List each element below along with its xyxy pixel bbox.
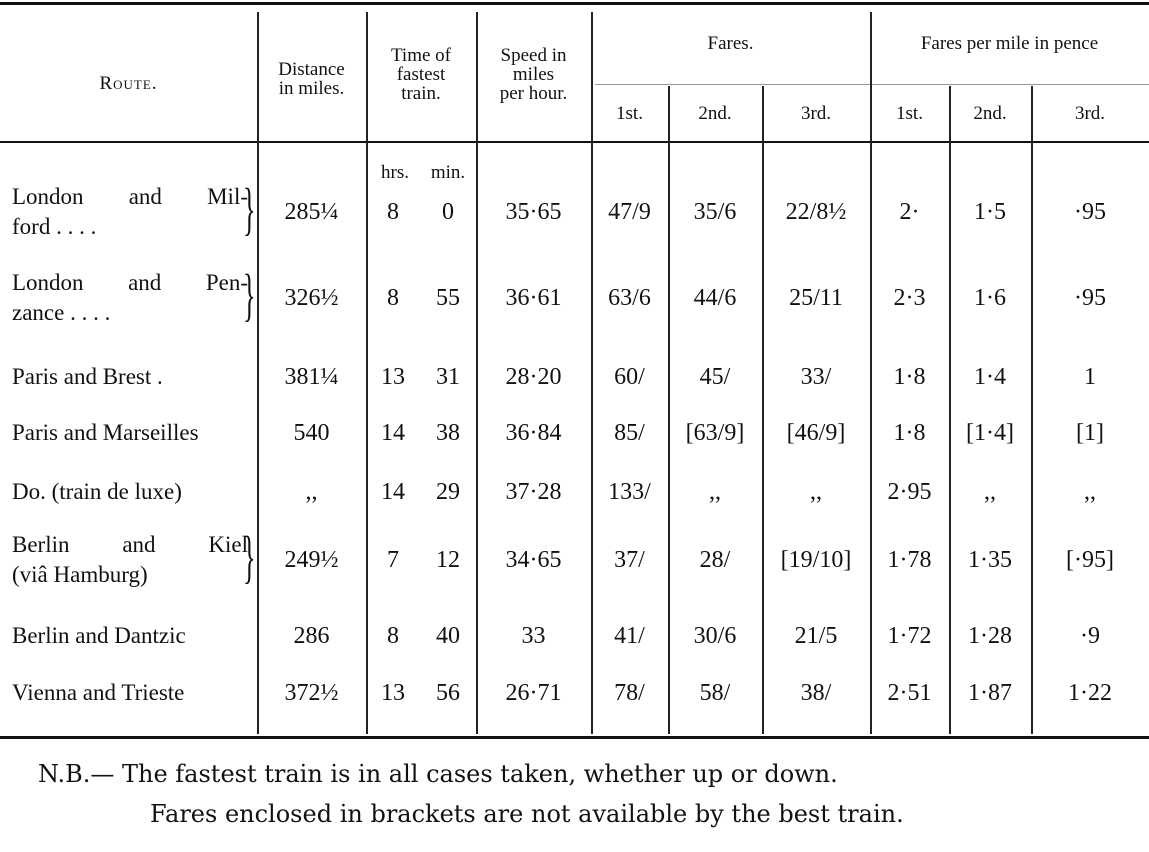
time-header (366, 46, 476, 103)
cell-f3: ,, (810, 479, 822, 505)
cell-p3: ·9 (1080, 623, 1100, 649)
speed-header-line: miles (512, 64, 555, 85)
fares-1st-header: 1st. (616, 103, 643, 124)
speed-header (476, 46, 591, 103)
cell-p1: 1·8 (893, 364, 926, 390)
cell-f1: 37/ (614, 547, 645, 573)
cell-min: 29 (436, 479, 460, 505)
cell-f1: 85/ (614, 420, 645, 446)
fares-subheader-rule (595, 84, 872, 85)
cell-hrs: 14 (381, 479, 405, 505)
cell-speed: 37·28 (505, 479, 562, 505)
cell-hrs: 8 (387, 285, 399, 311)
cell-p3: 1·22 (1068, 680, 1112, 706)
cell-p1: 2·95 (887, 479, 932, 505)
cell-p1: 2· (899, 199, 920, 225)
route-line: (viâ Hamburg) (12, 562, 148, 587)
cell-speed: 34·65 (505, 547, 562, 573)
time-header-line: fastest (396, 64, 446, 85)
cell-speed: 36·61 (505, 285, 562, 311)
cell-p3: ·95 (1074, 285, 1106, 311)
cell-f3: 21/5 (794, 623, 838, 649)
footnote-line-2: Fares enclosed in brackets are not available by the best train. (150, 800, 904, 828)
cell-min: 12 (436, 547, 460, 573)
route-line: Do. (train de luxe) (12, 479, 182, 504)
route-line: zance . . . . (12, 300, 111, 325)
cell-f3: 38/ (800, 680, 832, 706)
cell-dist: 326½ (284, 285, 339, 311)
cell-f2: 35/6 (693, 199, 737, 225)
cell-f2: [63/9] (685, 420, 745, 446)
cell-dist: 372½ (284, 680, 339, 706)
cell-f3: [46/9] (786, 420, 846, 446)
route-cell (12, 477, 182, 507)
cell-p1: 2·3 (893, 285, 926, 311)
cell-min: 40 (436, 623, 460, 649)
cell-p1: 1·72 (887, 623, 932, 649)
cell-hrs: 14 (381, 420, 405, 446)
per-mile-1st-header: 1st. (896, 103, 923, 124)
per-mile-3rd-header: 3rd. (1074, 103, 1106, 124)
time-header-line: train. (401, 83, 441, 104)
cell-p2: 1·87 (968, 680, 1012, 706)
cell-min: 56 (436, 680, 460, 706)
cell-p3: ,, (1084, 479, 1096, 505)
cell-min: 38 (436, 420, 460, 446)
route-line: Paris and Marseilles (12, 420, 199, 445)
cell-f1: 47/9 (608, 199, 651, 225)
speed-header-line: per hour. (499, 83, 568, 104)
cell-hrs: 13 (381, 364, 405, 390)
distance-header-line: in miles. (278, 78, 345, 99)
route-line: Berlin and Kiel (12, 532, 248, 557)
brace-mark: } (243, 524, 256, 589)
cell-hrs: 7 (387, 547, 399, 573)
fares-3rd-header: 3rd. (800, 103, 832, 124)
route-cell (12, 621, 186, 651)
distance-header (257, 60, 366, 98)
cell-speed: 28·20 (505, 364, 562, 390)
cell-min: 55 (436, 285, 460, 311)
cell-f3: 33/ (800, 364, 832, 390)
cell-f2: 28/ (699, 547, 731, 573)
cell-dist: 540 (293, 420, 330, 446)
bottom-rule (0, 736, 1149, 739)
fares-2nd-header: 2nd. (698, 103, 732, 124)
route-cell (12, 418, 199, 448)
brace-mark: } (243, 262, 256, 327)
cell-p1: 1·78 (887, 547, 932, 573)
header-rule (0, 141, 1149, 143)
cell-p3: [·95] (1066, 547, 1114, 573)
route-cell (12, 268, 248, 328)
cell-p2: 1·6 (974, 285, 1006, 311)
cell-f3: [19/10] (780, 547, 852, 573)
cell-f2: ,, (709, 479, 721, 505)
cell-p3: ·95 (1074, 199, 1106, 225)
cell-dist: 286 (293, 623, 330, 649)
route-cell (12, 678, 184, 708)
top-rule (0, 2, 1149, 5)
cell-dist: 285¼ (284, 199, 339, 225)
cell-dist: 381¼ (284, 364, 339, 390)
cell-p3: [1] (1076, 420, 1104, 446)
route-header: Route. (99, 73, 158, 94)
cell-hrs: 13 (381, 680, 405, 706)
cell-p3: 1 (1084, 364, 1096, 390)
cell-dist: ,, (305, 479, 318, 505)
per-mile-subheader-rule (872, 84, 1149, 85)
cell-p1: 1·8 (893, 420, 926, 446)
cell-speed: 33 (521, 623, 546, 649)
route-line: Vienna and Trieste (12, 680, 185, 705)
per-mile-2nd-header: 2nd. (973, 103, 1007, 124)
cell-p2: [1·4] (966, 420, 1014, 446)
cell-p2: 1·4 (974, 364, 1006, 390)
cell-min: 0 (442, 199, 454, 225)
fares-per-mile-header: Fares per mile in pence (920, 33, 1099, 54)
cell-f1: 63/6 (608, 285, 651, 311)
cell-f1: 133/ (608, 479, 651, 505)
cell-p2: 1·5 (974, 199, 1006, 225)
cell-f3: 22/8½ (785, 199, 847, 225)
cell-f2: 45/ (699, 364, 731, 390)
route-cell (12, 362, 163, 392)
min-subheader: min. (430, 162, 466, 183)
cell-p2: 1·28 (968, 623, 1012, 649)
cell-f1: 60/ (614, 364, 645, 390)
route-line: Berlin and Dantzic (12, 623, 186, 648)
cell-speed: 26·71 (505, 680, 562, 706)
cell-f1: 78/ (614, 680, 645, 706)
cell-min: 31 (436, 364, 460, 390)
route-line: London and Pen- (12, 270, 248, 295)
fares-header: Fares. (707, 33, 754, 54)
speed-header-line: Speed in (500, 45, 567, 66)
cell-speed: 35·65 (505, 199, 562, 225)
route-line: London and Mil- (12, 184, 248, 209)
cell-f1: 41/ (614, 623, 645, 649)
distance-header-line: Distance (278, 59, 345, 80)
cell-p2: 1·35 (968, 547, 1012, 573)
cell-f3: 25/11 (789, 285, 843, 311)
route-line: Paris and Brest . (12, 364, 163, 389)
cell-p2: ,, (984, 479, 996, 505)
cell-p1: 2·51 (887, 680, 932, 706)
route-line: ford . . . . (12, 214, 97, 239)
cell-speed: 36·84 (505, 420, 562, 446)
hrs-subheader: hrs. (381, 162, 409, 183)
cell-f2: 58/ (699, 680, 731, 706)
cell-f2: 44/6 (693, 285, 737, 311)
brace-mark: } (243, 176, 256, 241)
route-cell (12, 530, 248, 590)
cell-hrs: 8 (387, 623, 399, 649)
route-cell (12, 182, 248, 242)
cell-dist: 249½ (284, 547, 339, 573)
cell-f2: 30/6 (693, 623, 737, 649)
time-header-line: Time of (390, 45, 451, 66)
footnote-line-1: N.B.— The fastest train is in all cases taken, whether up or down. (38, 760, 838, 788)
cell-hrs: 8 (387, 199, 399, 225)
col-divider (366, 12, 368, 734)
